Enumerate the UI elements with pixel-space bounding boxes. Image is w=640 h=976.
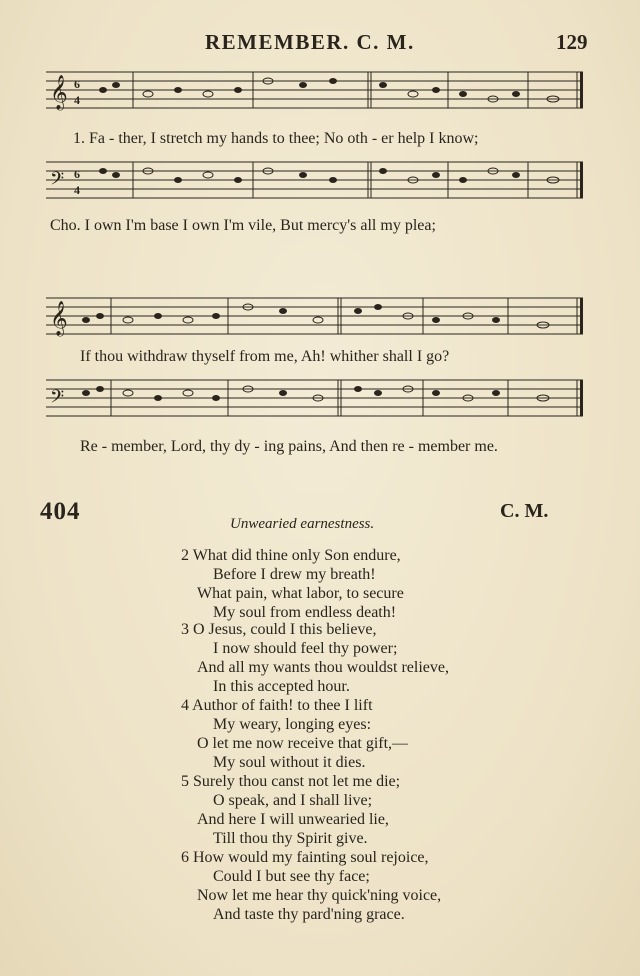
lyric-line: Re - member, Lord, thy dy - ing pains, And then re - member me.: [80, 438, 498, 455]
stanza-line: And all my wants thou wouldst relieve,: [197, 659, 449, 676]
hymn-subtitle: Unwearied earnestness.: [230, 516, 375, 532]
page-number: 129: [556, 30, 588, 54]
lyric-line: Cho. I own I'm base I own I'm vile, But mercy's all my plea;: [50, 217, 436, 234]
svg-text:𝄞: 𝄞: [50, 302, 68, 335]
music-staff-treble-2: [38, 292, 588, 340]
svg-text:6: 6: [74, 77, 80, 91]
stanza-line: I now should feel thy power;: [213, 640, 398, 657]
stanza-line: My soul without it dies.: [213, 754, 366, 771]
stanza-line: 2 What did thine only Son endure,: [181, 547, 401, 564]
lyric-line: If thou withdraw thyself from me, Ah! whither shall I go?: [80, 348, 450, 365]
svg-text:𝄢: 𝄢: [50, 168, 65, 193]
stanza-line: 6 How would my fainting soul rejoice,: [181, 849, 429, 866]
stanza-line: And taste thy pard'ning grace.: [213, 906, 405, 923]
svg-text:4: 4: [74, 93, 80, 107]
stanza-line: What pain, what labor, to secure: [197, 585, 404, 602]
stanza-line: O speak, and I shall live;: [213, 792, 373, 809]
stanza-line: In this accepted hour.: [213, 678, 350, 695]
svg-text:4: 4: [74, 183, 80, 197]
svg-text:𝄞: 𝄞: [50, 76, 68, 109]
stanza-line: Till thou thy Spirit give.: [213, 830, 368, 847]
stanza-line: Now let me hear thy quick'ning voice,: [197, 887, 442, 904]
stanza-line: 5 Surely thou canst not let me die;: [181, 773, 401, 790]
svg-text:6: 6: [74, 167, 80, 181]
stanza-line: And here I will unwearied lie,: [197, 811, 389, 828]
lyric-line: 1. Fa - ther, I stretch my hands to thee; No oth - er help I know;: [73, 130, 479, 147]
music-staff-bass-2: [38, 374, 588, 422]
stanza-line: 4 Author of faith! to thee I lift: [181, 697, 373, 714]
stanza-line: Could I but see thy face;: [213, 868, 370, 885]
hymn-number: 404: [40, 498, 81, 525]
music-staff-bass-1: [38, 156, 588, 204]
hymn-meter: C. M.: [500, 500, 549, 522]
stanza-line: Before I drew my breath!: [213, 566, 376, 583]
stanza-line: My weary, longing eyes:: [213, 716, 372, 733]
stanza-line: O let me now receive that gift,—: [197, 735, 409, 752]
music-staff-treble-1: [38, 66, 588, 114]
svg-text:𝄢: 𝄢: [50, 386, 65, 411]
tune-title: REMEMBER. C. M.: [205, 30, 415, 54]
stanza-line: 3 O Jesus, could I this believe,: [181, 621, 377, 638]
stanza-line: My soul from endless death!: [213, 604, 397, 621]
